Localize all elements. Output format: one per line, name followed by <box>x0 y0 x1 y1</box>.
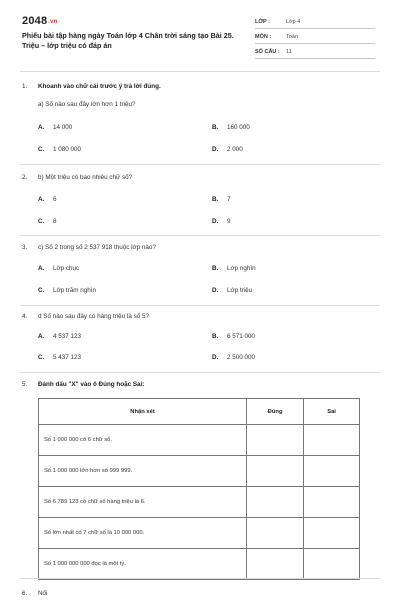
option-text: Lớp trăm nghìn <box>53 287 96 294</box>
option-text: 160 000 <box>227 124 250 131</box>
option-a[interactable] <box>38 265 79 272</box>
option-letter: A. <box>38 196 45 203</box>
logo-domain: .vn <box>48 19 58 25</box>
true-checkbox-cell[interactable] <box>247 425 304 456</box>
option-text: 14 000 <box>53 124 73 131</box>
meta-value: 11 <box>286 49 292 55</box>
option-text: 4 537 123 <box>53 333 82 340</box>
header-divider <box>20 71 380 72</box>
statement-cell: Số 1 000 000 lớn hơn số 999 999. <box>39 456 247 487</box>
false-checkbox-cell[interactable] <box>304 549 360 580</box>
option-text: 6 <box>53 196 57 203</box>
option-b[interactable] <box>212 196 231 203</box>
option-text: 9 <box>227 218 231 225</box>
option-letter: B. <box>212 333 219 340</box>
option-letter: D. <box>212 218 219 225</box>
option-b[interactable] <box>212 124 250 131</box>
option-text: Lớp chục <box>53 265 80 272</box>
meta-label: LỚP : <box>255 19 270 25</box>
option-letter: A. <box>38 265 45 272</box>
table-row <box>39 549 360 580</box>
option-c[interactable] <box>38 287 96 294</box>
option-c[interactable] <box>38 354 81 361</box>
statement-cell: Số 1 000 000 000 đọc là một tỷ. <box>39 549 247 580</box>
option-d[interactable] <box>212 218 231 225</box>
option-b[interactable] <box>212 333 255 340</box>
meta-class <box>255 15 375 29</box>
option-text: Lớp triệu <box>227 287 253 294</box>
table-row <box>39 487 360 518</box>
column-header: Sai <box>304 399 360 425</box>
option-a[interactable] <box>38 196 57 203</box>
option-b[interactable] <box>212 265 256 272</box>
false-checkbox-cell[interactable] <box>304 456 360 487</box>
option-c[interactable] <box>38 218 57 225</box>
question-number: 6. <box>22 590 28 597</box>
option-text: Lớp nghìn <box>227 265 256 272</box>
option-letter: D. <box>212 146 219 153</box>
option-text: 5 437 123 <box>53 354 82 361</box>
site-logo[interactable] <box>22 15 58 27</box>
question-divider <box>20 235 380 236</box>
meta-question-count <box>255 45 375 59</box>
meta-subject <box>255 30 375 44</box>
true-false-table <box>38 398 360 580</box>
table-row <box>39 456 360 487</box>
question-divider <box>20 578 380 579</box>
option-d[interactable] <box>212 287 252 294</box>
true-checkbox-cell[interactable] <box>247 487 304 518</box>
option-a[interactable] <box>38 333 81 340</box>
true-checkbox-cell[interactable] <box>247 549 304 580</box>
option-text: 2 000 <box>227 146 243 153</box>
question-text: d Số nào sau đây có hàng triệu là số 5? <box>38 313 149 320</box>
meta-value: Toán <box>286 34 298 40</box>
option-letter: D. <box>212 287 219 294</box>
meta-label: SỐ CÂU : <box>255 49 280 55</box>
question-text: c) Số 2 trong số 2 537 918 thuộc lớp nào? <box>38 244 156 251</box>
false-checkbox-cell[interactable] <box>304 518 360 549</box>
option-text: 6 571 000 <box>227 333 256 340</box>
question-text: Nối <box>38 590 48 597</box>
meta-value: Lớp 4 <box>286 19 301 25</box>
question-instruction: Khoanh vào chữ cái trước ý trả lời đúng. <box>38 83 161 90</box>
question-divider <box>20 305 380 306</box>
logo-text: 2048 <box>22 15 48 27</box>
true-checkbox-cell[interactable] <box>247 518 304 549</box>
option-letter: A. <box>38 124 45 131</box>
question-divider <box>20 164 380 165</box>
true-checkbox-cell[interactable] <box>247 456 304 487</box>
option-letter: C. <box>38 287 45 294</box>
false-checkbox-cell[interactable] <box>304 487 360 518</box>
option-letter: C. <box>38 218 45 225</box>
table-row <box>39 425 360 456</box>
option-d[interactable] <box>212 354 255 361</box>
question-number: 5. <box>22 381 28 388</box>
question-divider <box>20 372 380 373</box>
option-d[interactable] <box>212 146 243 153</box>
option-letter: B. <box>212 124 219 131</box>
statement-cell: Số 6 789 123 có chữ số hàng triệu là 6. <box>39 487 247 518</box>
worksheet-title: Phiếu bài tập hàng ngày Toán lớp 4 Chân trời sáng tạo Bài 25. Triệu – lớp triệu có đáp án <box>22 31 234 50</box>
statement-cell: Số 1 000 000 có 6 chữ số. <box>39 425 247 456</box>
option-letter: C. <box>38 354 45 361</box>
question-number: 3. <box>22 244 28 251</box>
question-text: b) Một triệu có bao nhiêu chữ số? <box>38 174 133 181</box>
option-letter: A. <box>38 333 45 340</box>
statement-cell: Số lớn nhất có 7 chữ số là 10 000 000. <box>39 518 247 549</box>
false-checkbox-cell[interactable] <box>304 425 360 456</box>
question-text: a) Số nào sau đây lớn hơn 1 triệu? <box>38 101 136 108</box>
option-letter: B. <box>212 196 219 203</box>
question-number: 1. <box>22 83 28 90</box>
table-header-row <box>39 399 360 425</box>
option-text: 1 080 000 <box>53 146 82 153</box>
option-text: 8 <box>53 218 57 225</box>
option-text: 7 <box>227 196 231 203</box>
meta-label: MÔN : <box>255 34 272 40</box>
option-text: 2 500 000 <box>227 354 256 361</box>
option-letter: D. <box>212 354 219 361</box>
table-row <box>39 518 360 549</box>
question-instruction: Đánh dấu "X" vào ô Đúng hoặc Sai: <box>38 381 145 388</box>
option-letter: B. <box>212 265 219 272</box>
column-header: Đúng <box>247 399 304 425</box>
option-c[interactable] <box>38 146 81 153</box>
question-number: 4. <box>22 313 28 320</box>
question-number: 2. <box>22 174 28 181</box>
column-header: Nhận xét <box>39 399 247 425</box>
option-letter: C. <box>38 146 45 153</box>
option-a[interactable] <box>38 124 72 131</box>
